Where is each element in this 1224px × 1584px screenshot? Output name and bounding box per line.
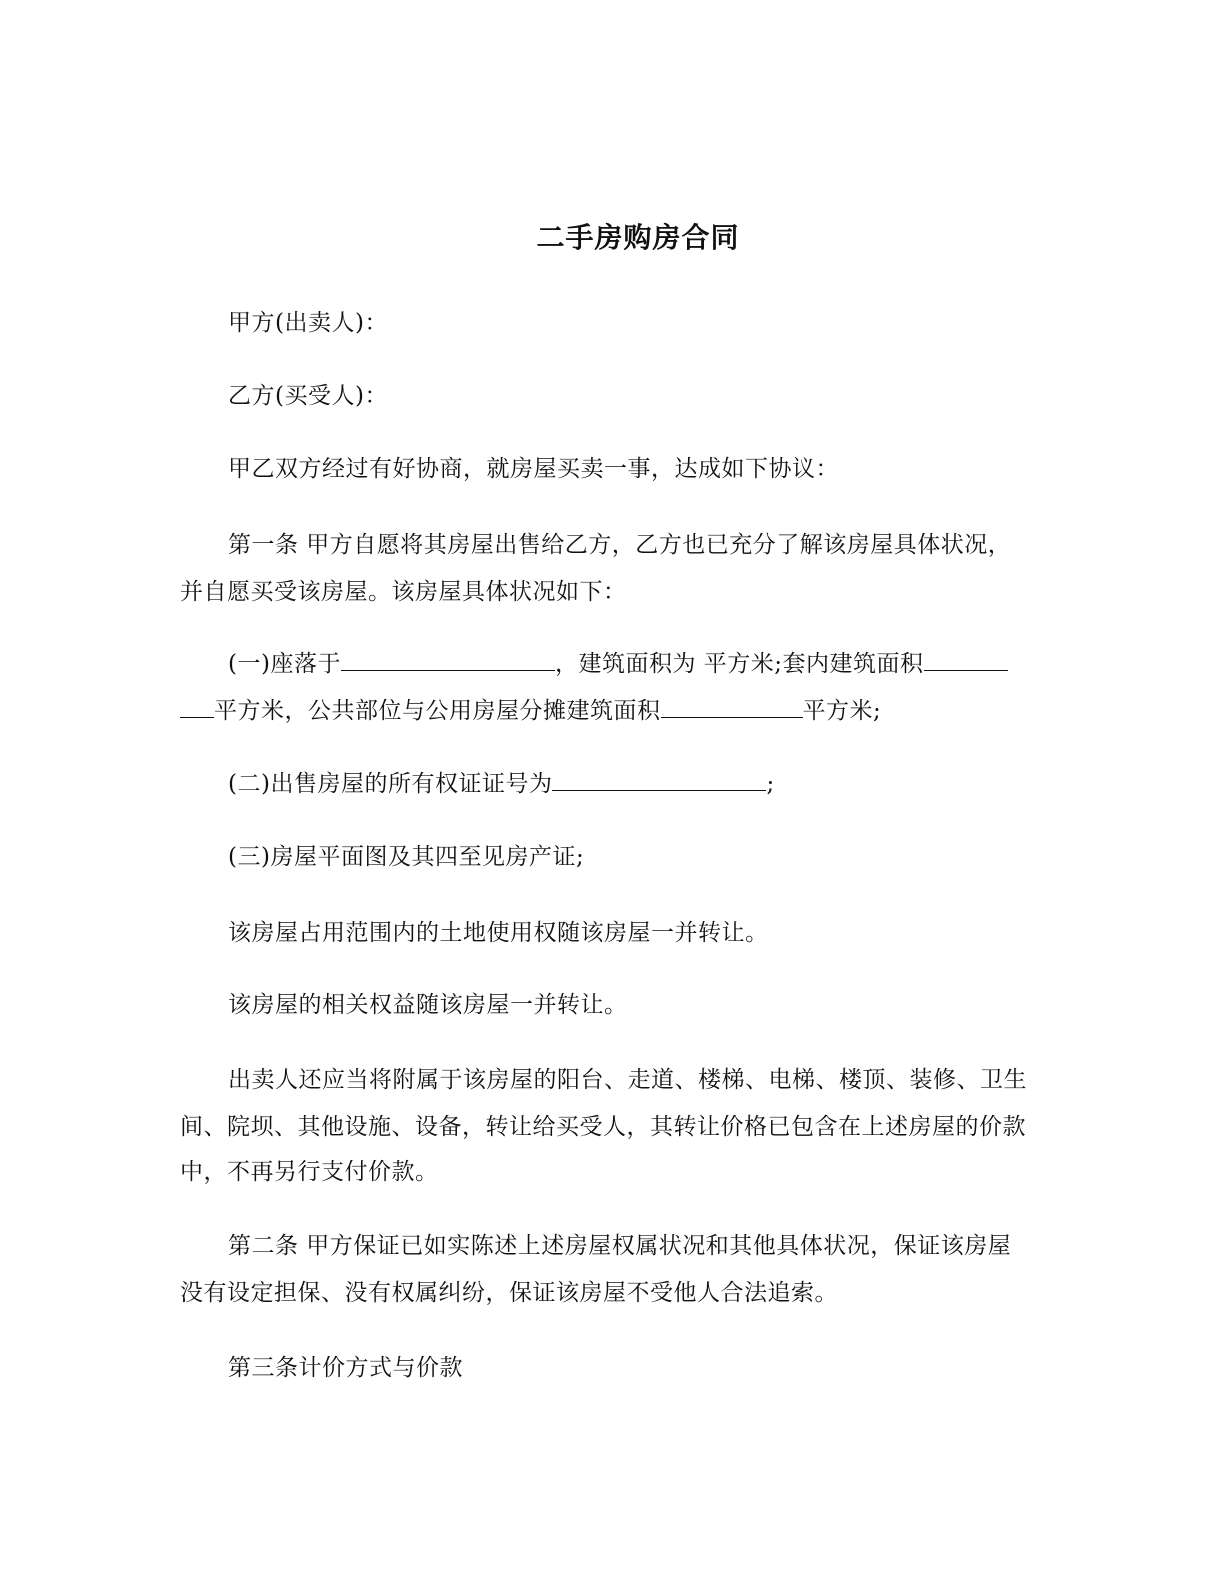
rights-paragraph: 该房屋的相关权益随该房屋一并转让。	[228, 992, 628, 1018]
article2-line1: 第二条 甲方保证已如实陈述上述房屋权属状况和其他具体状况，保证该房屋	[228, 1233, 1012, 1259]
shared-area-blank[interactable]	[661, 695, 803, 718]
item1-line1	[228, 648, 1008, 679]
item2-suffix: ;	[766, 771, 775, 797]
item2-line	[228, 768, 775, 799]
intro-paragraph: 甲乙双方经过有好协商，就房屋买卖一事，达成如下协议：	[228, 456, 839, 482]
item1-prefix: (一)座落于	[228, 651, 341, 677]
item1-line2-a: 平方米，公共部位与公用房屋分摊建筑面积	[214, 698, 661, 724]
seller-para-line2: 间、院坝、其他设施、设备，转让给买受人，其转让价格已包含在上述房屋的价款	[180, 1114, 1026, 1140]
page-title: 二手房购房合同	[536, 221, 740, 254]
item3-line: (三)房屋平面图及其四至见房产证;	[228, 844, 585, 870]
inner-area-blank-cont[interactable]	[180, 695, 214, 718]
item1-mid: ，建筑面积为 平方米;套内建筑面积	[554, 651, 924, 677]
location-blank[interactable]	[341, 648, 555, 671]
land-paragraph: 该房屋占用范围内的土地使用权随该房屋一并转让。	[228, 920, 769, 946]
seller-para-line1: 出卖人还应当将附属于该房屋的阳台、走道、楼梯、电梯、楼顶、装修、卫生	[228, 1067, 1027, 1093]
article2-line2: 没有设定担保、没有权属纠纷，保证该房屋不受他人合法追索。	[180, 1280, 838, 1306]
certificate-number-blank[interactable]	[552, 768, 766, 791]
seller-para-line3: 中，不再另行支付价款。	[180, 1159, 439, 1185]
party-a-label: 甲方(出卖人)：	[228, 310, 388, 336]
inner-area-blank[interactable]	[924, 648, 1008, 671]
article1-line1: 第一条 甲方自愿将其房屋出售给乙方，乙方也已充分了解该房屋具体状况，	[228, 532, 1012, 558]
article1-line2: 并自愿买受该房屋。该房屋具体状况如下：	[180, 579, 627, 605]
article3-heading: 第三条计价方式与价款	[228, 1355, 463, 1381]
item2-prefix: (二)出售房屋的所有权证证号为	[228, 771, 553, 797]
item1-line2-b: 平方米;	[802, 698, 882, 724]
party-b-label: 乙方(买受人)：	[228, 383, 388, 409]
item1-line2	[180, 695, 881, 726]
